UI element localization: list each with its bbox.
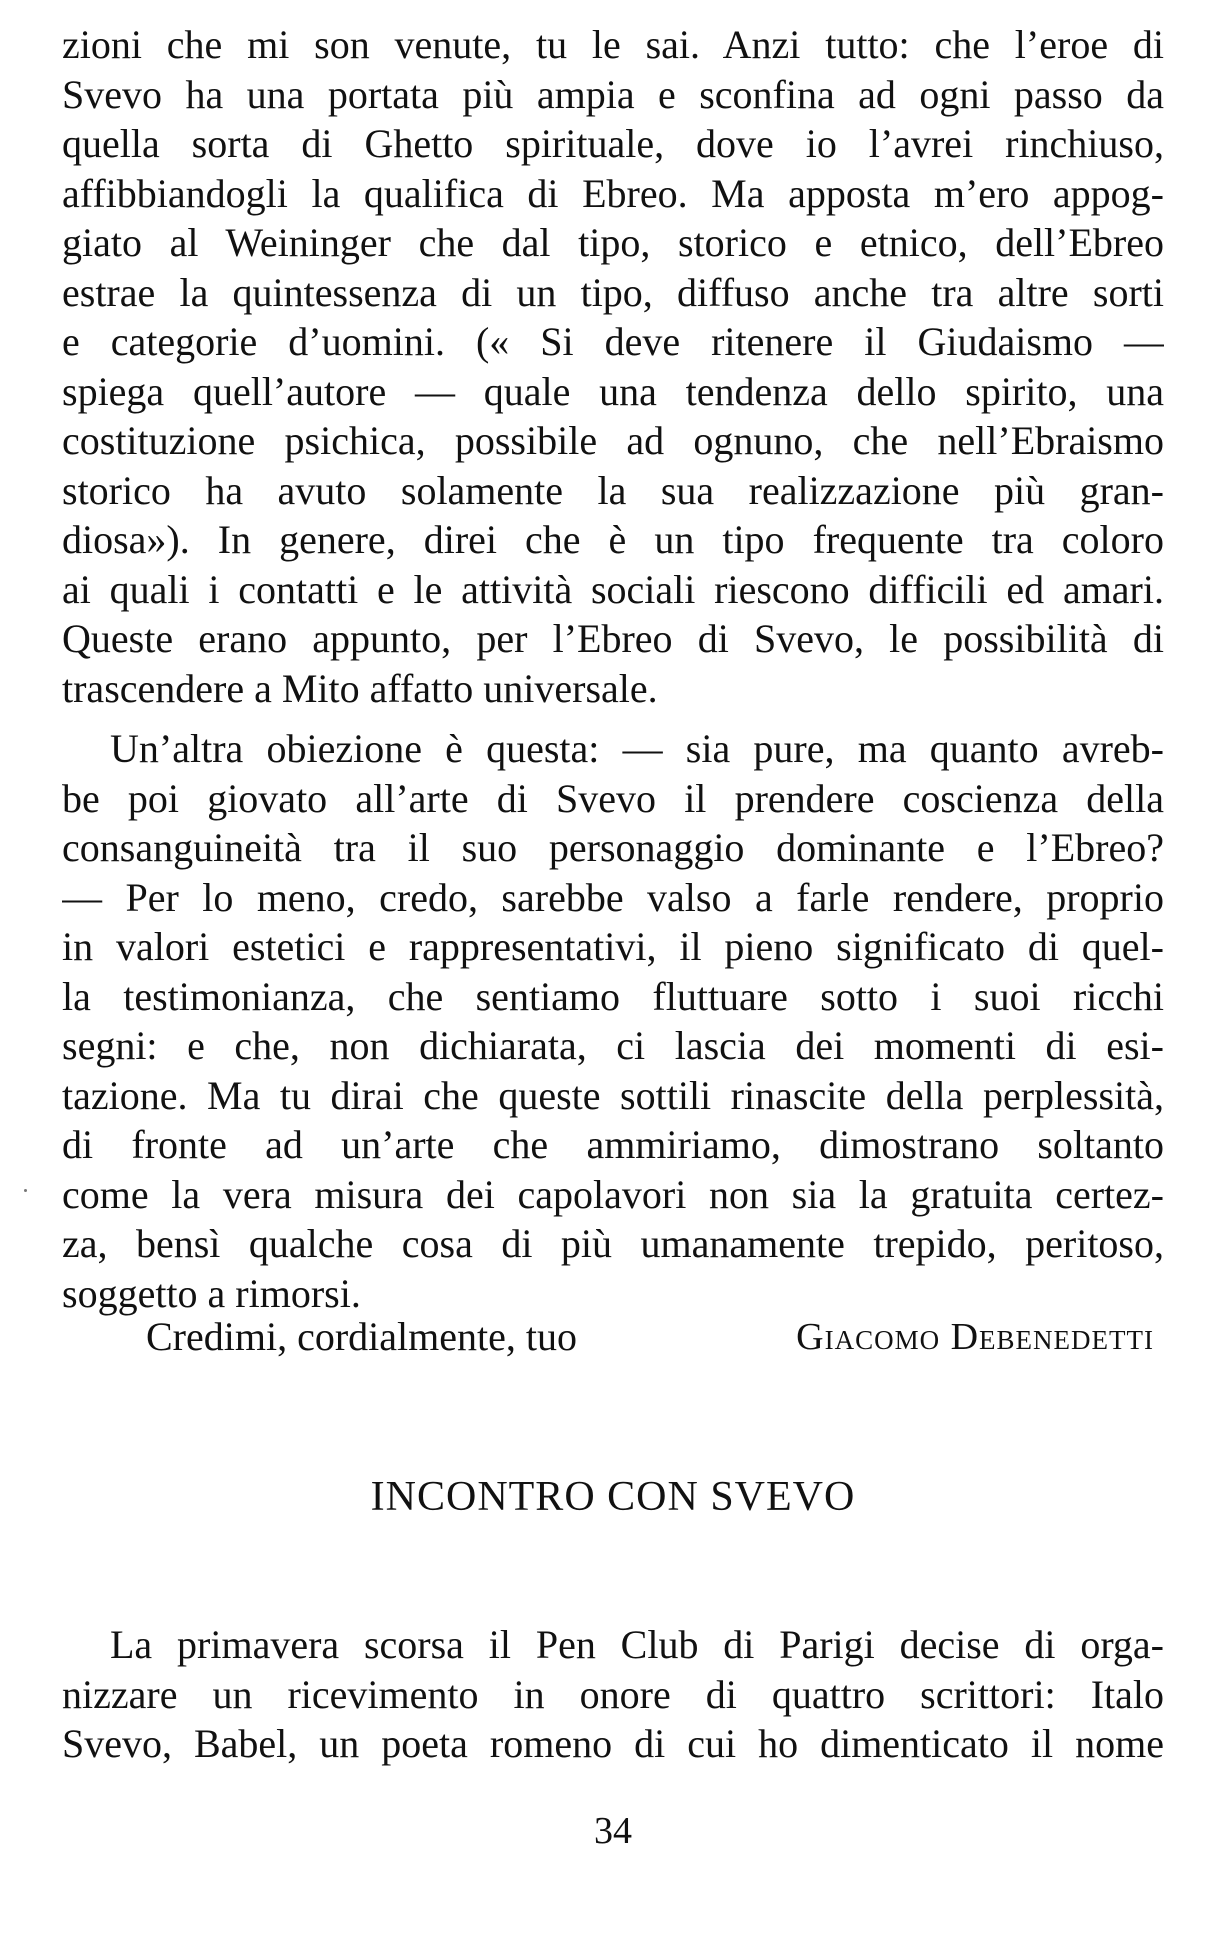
closing-salutation: Credimi, cordialmente, tuo — [146, 1314, 577, 1359]
text-line: Queste erano appunto, per l’Ebreo di Svevo, le possibilità di — [62, 616, 1164, 661]
text-line: giato al Weininger che dal tipo, storico e etnico, dell’Ebreo — [62, 220, 1164, 265]
text-line: diosa»). In genere, direi che è un tipo frequente tra coloro — [62, 517, 1164, 562]
text-line: la testimonianza, che sentiamo fluttuare sotto i suoi ricchi — [62, 973, 1164, 1019]
text-line: ai quali i contatti e le attività sociali riescono difficili ed amari. — [62, 566, 1164, 612]
text-line: za, bensì qualche cosa di più umanamente trepido, peritoso, — [62, 1221, 1164, 1266]
text-line: zioni che mi son venute, tu le sai. Anzi tutto: che l’eroe di — [62, 22, 1164, 67]
text-line: affibbiandogli la qualifica di Ebreo. Ma apposta m’ero appog- — [62, 170, 1164, 216]
text-line: spiega quell’autore — quale una tendenza dello spirito, una — [62, 368, 1164, 414]
scan-speck — [24, 1189, 27, 1192]
letter-signature — [62, 1312, 1164, 1362]
letter-paragraph-1 — [62, 20, 1164, 713]
text-line: costituzione psichica, possibile ad ognuno, che nell’Ebraismo — [62, 418, 1164, 463]
author-name: Giacomo Debenedetti — [796, 1316, 1154, 1358]
text-line: nizzare un ricevimento in onore di quattro scrittori: Italo — [62, 1671, 1164, 1717]
text-line: La primavera scorsa il Pen Club di Parigi decise di orga- — [110, 1622, 1164, 1667]
text-line: Un’altra obiezione è questa: — sia pure, ma quanto avreb- — [110, 726, 1164, 771]
text-line: soggetto a rimorsi. — [62, 1270, 361, 1316]
text-line: — Per lo meno, credo, sarebbe valso a farle rendere, proprio — [62, 874, 1164, 920]
page-number: 34 — [594, 1810, 632, 1852]
text-line: trascendere a Mito affatto universale. — [62, 665, 658, 711]
text-line: be poi giovato all’arte di Svevo il prendere coscienza della — [62, 775, 1164, 821]
text-line: di fronte ad un’arte che ammiriamo, dimostrano soltanto — [62, 1122, 1164, 1167]
section-heading: INCONTRO CON SVEVO — [370, 1474, 856, 1520]
letter-paragraph-2 — [62, 724, 1164, 1318]
essay-paragraph-1 — [62, 1620, 1164, 1769]
text-line: e categorie d’uomini. (« Si deve ritenere il Giudaismo — — [62, 319, 1164, 364]
text-line: Svevo, Babel, un poeta romeno di cui ho dimenticato il nome — [62, 1721, 1164, 1766]
text-line: segni: e che, non dichiarata, ci lascia dei momenti di esi- — [62, 1023, 1164, 1068]
text-line: come la vera misura dei capolavori non sia la gratuita certez- — [62, 1171, 1164, 1217]
text-line: consanguineità tra il suo personaggio dominante e l’Ebreo? — [62, 825, 1164, 870]
text-line: tazione. Ma tu dirai che queste sottili rinascite della perplessità, — [62, 1072, 1164, 1118]
text-line: estrae la quintessenza di un tipo, diffuso anche tra altre sorti — [62, 269, 1164, 315]
text-line: quella sorta di Ghetto spirituale, dove io l’avrei rinchiuso, — [62, 121, 1164, 166]
text-line: Svevo ha una portata più ampia e sconfina ad ogni passo da — [62, 71, 1164, 117]
text-line: storico ha avuto solamente la sua realizzazione più gran- — [62, 467, 1164, 513]
text-line: in valori estetici e rappresentativi, il pieno significato di quel- — [62, 924, 1164, 969]
